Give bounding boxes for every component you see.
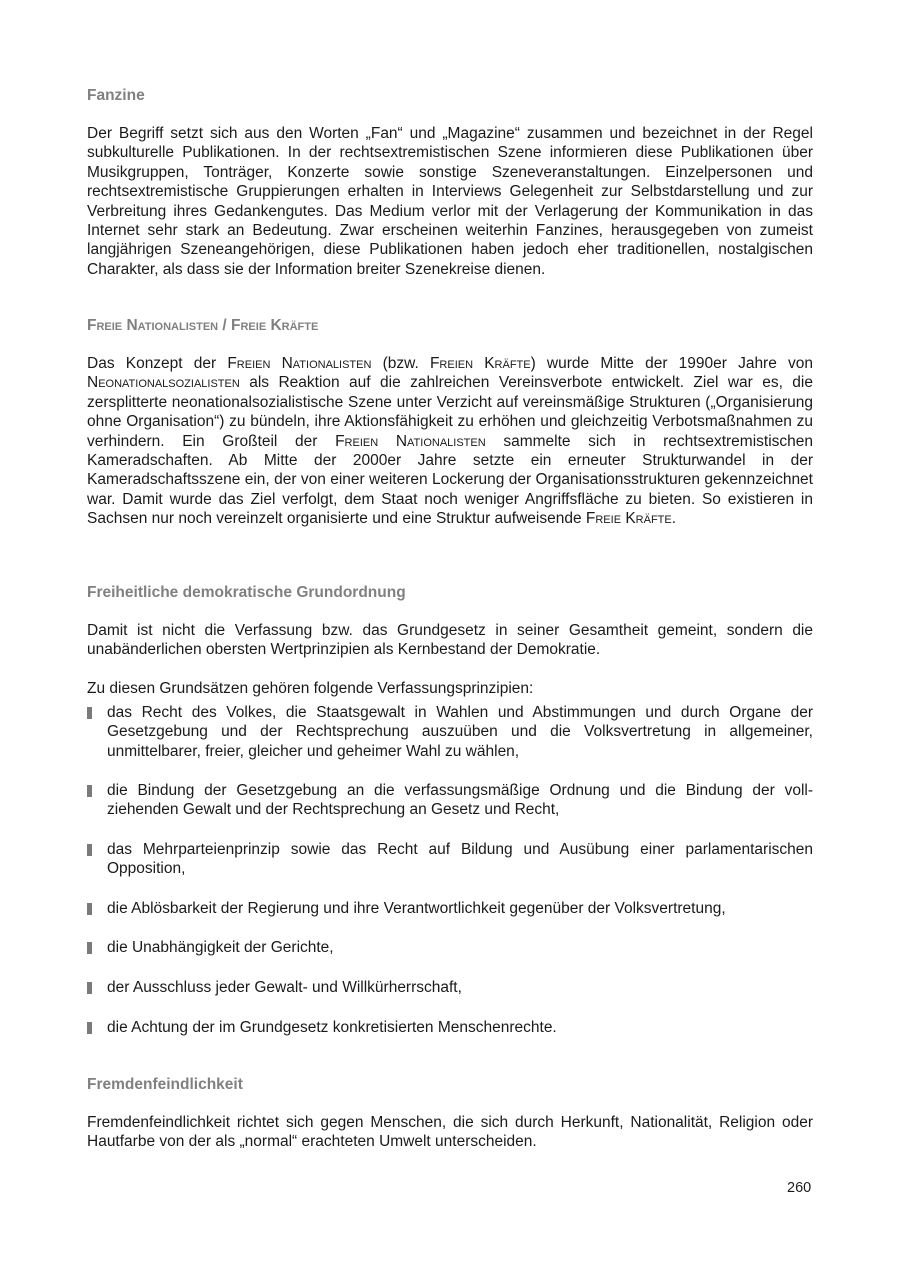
term-freie-kraefte: Freie Kräfte (585, 510, 672, 528)
list-item-text: das Recht des Volkes, die Staatsgewalt in Wahlen und Abstimmungen und durch Organe der Gesetzgebung und der Rechtsprechung auszuüben und die Volksvertretung in allgemeiner, unmittelbarer, freier, gleicher und geheimer Wahl zu wählen, (107, 704, 813, 760)
paragraph-fanzine: Der Begriff setzt sich aus den Worten „Fan“ und „Magazine“ zusammen und bezeichnet in der Regel subkulturelle Publikationen. In der rechtsextremistischen Szene informieren diese Publikationen über Musikgruppen, Tonträger, Konzerte sowie sonstige Szeneveranstaltungen. Einzelpersonen und rechtsextremistische Gruppierungen erhalten in Interviews Gelegenheit zur Selbstdarstellung und zur Verbreitung ihres Gedankengutes. Das Medium verlor mit der Verlagerung der Kommunikation in das Internet sehr stark an Bedeutung. Zwar erscheinen weiterhin Fanzines, herausgegeben von zumeist langjährigen Szeneangehörigen, diese Publikationen haben jedoch eher traditionellen, nostalgischen Charakter, als dass sie der Information breiter Szenekreise dienen. (87, 125, 813, 278)
term-freie-nationalisten: Freien Nationalisten (335, 432, 486, 450)
bullet-marker (87, 1022, 92, 1034)
term-freie-kraefte: Freien Kräfte (429, 355, 531, 372)
paragraph-freie-nationalisten (87, 354, 813, 529)
paragraph-fdgo-intro: Damit ist nicht die Verfassung bzw. das Grundgesetz in seiner Gesamtheit gemeint, sondern die unabänderlichen obersten Wertprinzipien als Kernbestand der Demokratie. (87, 622, 813, 659)
bullet-marker (87, 903, 92, 915)
bullet-marker (87, 942, 92, 954)
list-item-text: die Bindung der Gesetzgebung an die verfassungsmäßige Ordnung und die Bindung der vollziehenden Gewalt und der Rechtsprechung an Gesetz und Recht, (107, 782, 813, 819)
text-run: sammelte sich in rechtsextremistischen Kameradschaften. Ab Mitte der 2000er Jahre setzte ein erneuter Strukturwandel in der Kameradschaftsszene ein, der von einer weiteren Lockerung der Organisationsstrukturen gekennzeichnet war. Damit wurde das Ziel verfolgt, dem Staat noch weniger Angriffsfläche zu bieten. So existieren in Sachsen nur noch vereinzelt organisierte und eine Struktur aufweisende (87, 432, 814, 528)
list-item (87, 703, 813, 761)
list-item (87, 840, 813, 879)
text-run: als Reaktion auf die zahlreichen Vereinsverbote entwickelt. Ziel war es, die zersplitterte neonationalsozialistische Szene unter Verzicht auf vereinsmäßige Strukturen („Organisierung ohne Organisation“) zu bündeln, ihre Aktionsfähigkeit zu erhöhen und gleichzeitig Verbotsmaßnahmen zu verhindern. Ein Großteil der (87, 374, 813, 450)
list-item-text: die Achtung der im Grundgesetz konkretisierten Menschenrechte. (107, 1019, 557, 1036)
list-item (87, 1018, 813, 1037)
section-heading-freie-nationalisten: Freie Nationalisten / Freie Kräfte (87, 317, 319, 334)
list-item (87, 899, 813, 918)
list-item (87, 938, 813, 957)
text-run: (bzw. (371, 355, 430, 372)
bullet-marker (87, 707, 92, 719)
text-run: . (671, 510, 677, 528)
bullet-marker (87, 982, 92, 994)
list-item-text: die Unabhängigkeit der Gerichte, (107, 939, 334, 956)
page-number: 260 (787, 1180, 812, 1196)
term-freie-nationalisten: Freien Nationalisten (227, 355, 372, 372)
section-heading-fdgo: Freiheitliche demokratische Grundordnung (87, 584, 406, 601)
list-item-text: das Mehrparteienprinzip sowie das Recht auf Bildung und Ausübung einer parlamentarischen Opposition, (107, 841, 813, 878)
bullet-marker (87, 844, 92, 856)
text-run: ) wurde Mitte der 1990er Jahre von (530, 355, 813, 372)
bullet-marker (87, 785, 92, 797)
section-heading-fremdenfeindlichkeit: Fremdenfeindlichkeit (87, 1076, 243, 1093)
list-item (87, 781, 813, 820)
text-run: Das Konzept der (87, 355, 228, 372)
paragraph-fdgo-lead: Zu diesen Grundsätzen gehören folgende Verfassungsprinzipien: (87, 680, 534, 697)
paragraph-fremdenfeindlichkeit: Fremdenfeindlichkeit richtet sich gegen Menschen, die sich durch Herkunft, Nationalität, Religion oder Hautfarbe von der als „normal“ erachteten Umwelt unterscheiden. (87, 1114, 813, 1151)
list-item-text: der Ausschluss jeder Gewalt- und Willkürherrschaft, (107, 979, 462, 996)
section-heading-fanzine: Fanzine (87, 87, 145, 104)
list-item (87, 978, 813, 997)
term-neonationalsozialisten: Neonationalsozialisten (87, 374, 240, 392)
list-item-text: die Ablösbarkeit der Regierung und ihre Verantwortlichkeit gegenüber der Volksvertretung, (107, 900, 726, 917)
